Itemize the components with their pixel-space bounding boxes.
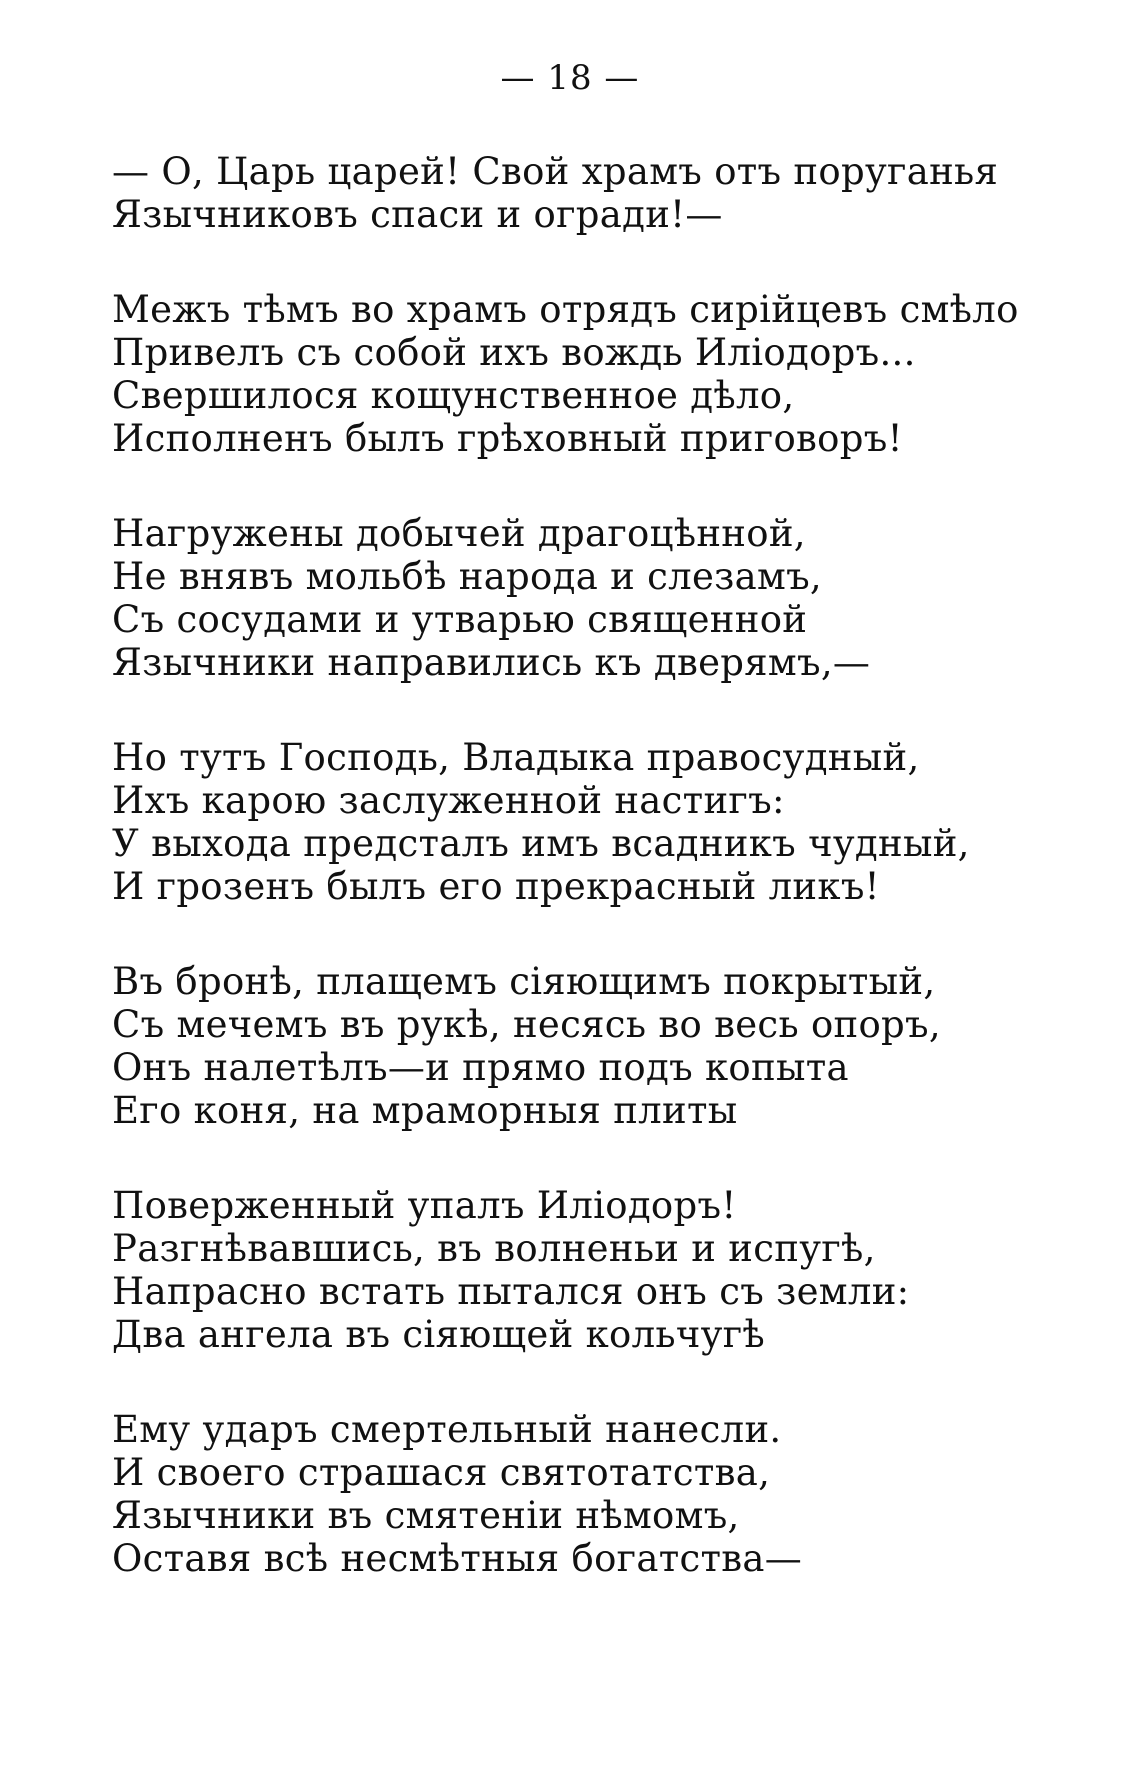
poem-line: Напрасно встать пытался онъ съ земли: bbox=[112, 1270, 910, 1313]
poem-line: — О, Царь царей! Свой храмъ отъ поруганья bbox=[112, 150, 999, 193]
poem-line: Свершилося кощунственное дѣло, bbox=[112, 374, 795, 417]
poem-line: Ихъ карою заслуженной настигъ: bbox=[112, 779, 785, 822]
poem-line: И своего страшася святотатства, bbox=[112, 1451, 771, 1494]
poem-line: Исполненъ былъ грѣховный приговоръ! bbox=[112, 417, 903, 460]
poem-line: Два ангела въ сіяющей кольчугѣ bbox=[112, 1313, 765, 1356]
stanza-3 bbox=[112, 512, 1072, 684]
poem-line: Его коня, на мраморныя плиты bbox=[112, 1089, 738, 1132]
poem-line: У выхода предсталъ имъ всадникъ чудный, bbox=[112, 822, 970, 865]
poem-line: Межъ тѣмъ во храмъ отрядъ сирійцевъ смѣло bbox=[112, 288, 1019, 331]
poem-line: И грозенъ былъ его прекрасный ликъ! bbox=[112, 865, 880, 908]
poem-line: Оставя всѣ несмѣтныя богатства— bbox=[112, 1537, 803, 1580]
page-number: — 18 — bbox=[500, 58, 640, 98]
poem-body bbox=[112, 150, 1072, 1632]
stanza-6 bbox=[112, 1184, 1072, 1356]
poem-line: Поверженный упалъ Иліодоръ! bbox=[112, 1184, 737, 1227]
poem-line: Разгнѣвавшись, въ волненьи и испугѣ, bbox=[112, 1227, 876, 1270]
poem-line: Съ сосудами и утварью священной bbox=[112, 598, 808, 641]
poem-line: Ему ударъ смертельный нанесли. bbox=[112, 1408, 782, 1451]
poem-line: Съ мечемъ въ рукѣ, несясь во весь опоръ, bbox=[112, 1003, 941, 1046]
stanza-5 bbox=[112, 960, 1072, 1132]
poem-line: Привелъ съ собой ихъ вождь Иліодоръ... bbox=[112, 331, 916, 374]
stanza-1 bbox=[112, 150, 1072, 236]
poem-line: Онъ налетѣлъ—и прямо подъ копыта bbox=[112, 1046, 849, 1089]
poem-line: Нагружены добычей драгоцѣнной, bbox=[112, 512, 806, 555]
stanza-2 bbox=[112, 288, 1072, 460]
stanza-4 bbox=[112, 736, 1072, 908]
poem-line: Язычниковъ спаси и огради!— bbox=[112, 193, 723, 236]
poem-line: Язычники направились къ дверямъ,— bbox=[112, 641, 871, 684]
poem-line: Но тутъ Господь, Владыка правосудный, bbox=[112, 736, 920, 779]
poem-line: Язычники въ смятеніи нѣмомъ, bbox=[112, 1494, 740, 1537]
poem-line: Въ бронѣ, плащемъ сіяющимъ покрытый, bbox=[112, 960, 936, 1003]
stanza-7 bbox=[112, 1408, 1072, 1580]
poem-line: Не внявъ мольбѣ народа и слезамъ, bbox=[112, 555, 822, 598]
